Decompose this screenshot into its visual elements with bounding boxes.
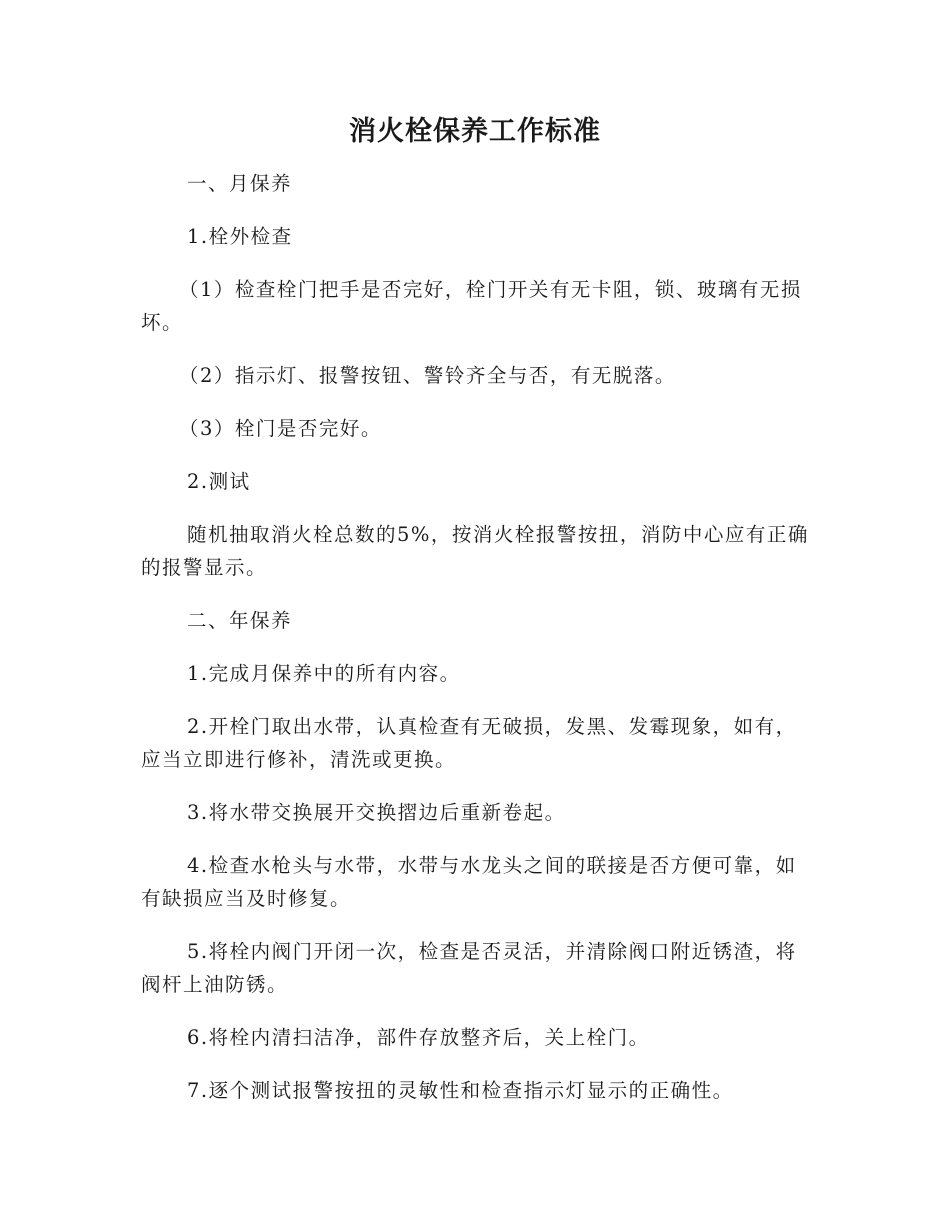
- paragraph-annual-item-2: 2.开栓门取出水带，认真检查有无破损，发黑、发霉现象，如有，应当立即进行修补，清洗或更换。: [141, 715, 797, 771]
- subheading-test: 2.测试: [187, 470, 251, 493]
- section-heading-monthly: 一、月保养: [187, 172, 293, 195]
- paragraph-annual-item-6: 6.将栓内清扫洁净，部件存放整齐后，关上栓门。: [187, 1026, 650, 1049]
- paragraph-check-item-3: （3）栓门是否完好。: [179, 417, 382, 440]
- document-body: [141, 167, 811, 1127]
- paragraph-test-description: 随机抽取消火栓总数的5%，按消火栓报警按扭，消防中心应有正确的报警显示。: [141, 523, 809, 579]
- paragraph-check-item-1: （1）检查栓门把手是否完好，栓门开关有无卡阻，锁、玻璃有无损坏。: [141, 278, 802, 334]
- document-title: 消火栓保养工作标准: [349, 116, 601, 147]
- paragraph-check-item-2: （2）指示灯、报警按钮、警铃齐全与否，有无脱落。: [179, 364, 676, 387]
- paragraph-annual-item-1: 1.完成月保养中的所有内容。: [187, 662, 461, 685]
- paragraph-annual-item-7: 7.逐个测试报警按扭的灵敏性和检查指示灯显示的正确性。: [187, 1079, 734, 1102]
- section-heading-annual: 二、年保养: [187, 609, 293, 632]
- paragraph-annual-item-4: 4.检查水枪头与水带，水带与水龙头之间的联接是否方便可靠，如有缺损应当及时修复。: [141, 854, 797, 910]
- paragraph-annual-item-5: 5.将栓内阀门开闭一次，检查是否灵活，并清除阀口附近锈渣，将阀杆上油防锈。: [141, 940, 797, 996]
- subheading-external-check: 1.栓外检查: [187, 225, 293, 248]
- paragraph-annual-item-3: 3.将水带交换展开交换摺边后重新卷起。: [187, 801, 566, 824]
